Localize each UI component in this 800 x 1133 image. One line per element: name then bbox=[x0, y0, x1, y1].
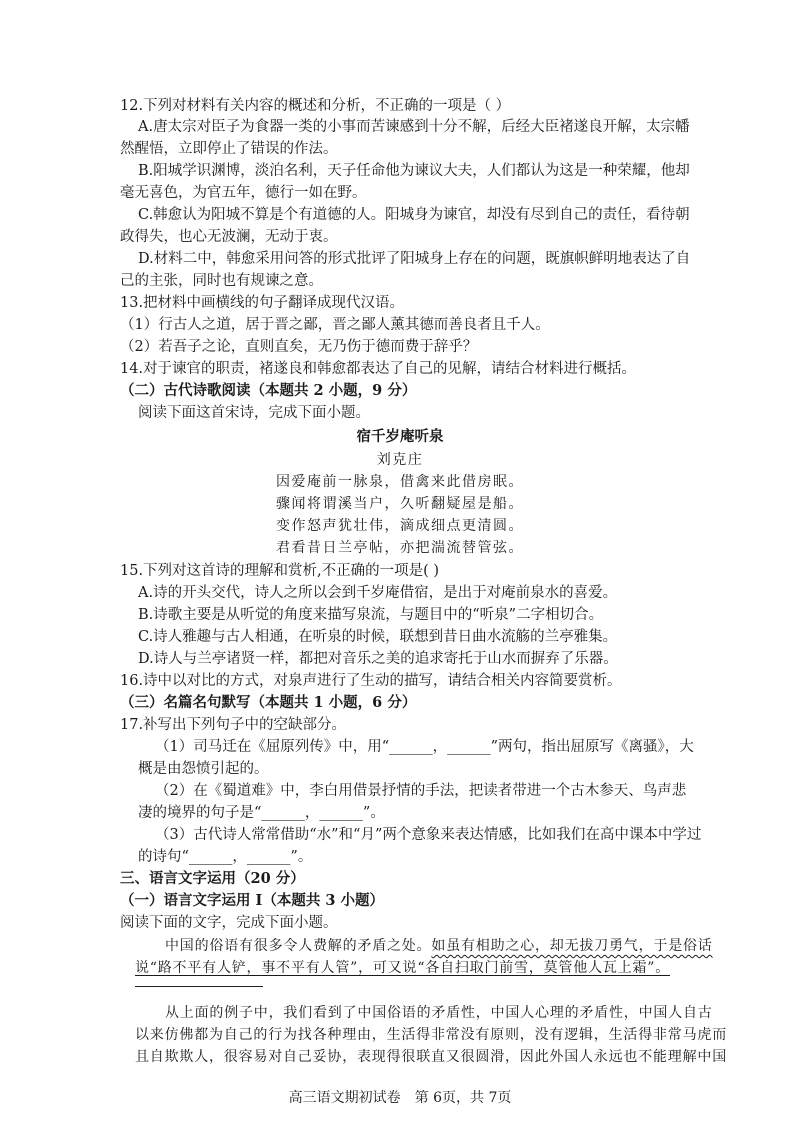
passage-line-2: 说“路不平有人铲，事不平有人管”，可又说“各自扫取门前雪，莫管他人瓦上霜”。 bbox=[135, 960, 671, 976]
poem-author: 刘克庄 bbox=[376, 452, 424, 468]
question-17-2: （2）在《蜀道难》中，李白用借景抒情的手法，把读者带进一个古木参天、鸟声悲 bbox=[155, 783, 687, 799]
option-12c-cont: 政得失，也心无波澜，无动于衷。 bbox=[120, 229, 338, 245]
question-17: 17.补写出下列句子中的空缺部分。 bbox=[120, 717, 347, 733]
question-15: 15.下列对这首诗的理解和赏析,不正确的一项是( ) bbox=[120, 563, 440, 579]
option-15c: C.诗人雅趣与古人相通，在听泉的时候，联想到昔日曲水流觞的兰亭雅集。 bbox=[138, 629, 618, 645]
option-15a: A.诗的开头交代，诗人之所以会到千岁庵借宿，是出于对庵前泉水的喜爱。 bbox=[138, 585, 618, 601]
option-15b: B.诗歌主要是从听觉的角度来描写泉流，与题目中的“听泉”二字相切合。 bbox=[138, 607, 604, 623]
option-12d: D.材料二中，韩愈采用问答的形式批评了阳城身上存在的问题，既旗帜鲜明地表达了自 bbox=[138, 251, 691, 267]
option-12d-cont: 己的主张，同时也有规谏之意。 bbox=[120, 273, 323, 289]
option-15d: D.诗人与兰亭诸贤一样，都把对音乐之美的追求寄托于山水而摒弃了乐器。 bbox=[138, 651, 618, 667]
fill-blank-line bbox=[135, 986, 263, 987]
option-12b-cont: 毫无喜色，为官五年，德行一如在野。 bbox=[120, 185, 367, 201]
question-17-3-cont: 的诗句“______，______”。 bbox=[138, 849, 313, 865]
poem-line-3: 变作怒声犹壮伟，滴成细点更清圆。 bbox=[276, 518, 524, 534]
question-13-2: （2）若吾子之论，直则直矣，无乃伤于德而费于辞乎？ bbox=[120, 339, 478, 355]
part-3-intro: 阅读下面的文字，完成下面小题。 bbox=[120, 915, 338, 931]
part-3-1-heading: （一）语言文字运用 Ⅰ（本题共 3 小题） bbox=[120, 892, 385, 909]
poem-title: 宿千岁庵听泉 bbox=[356, 428, 444, 445]
poem-line-1: 因爱庵前一脉泉，借禽来此借房眠。 bbox=[276, 474, 524, 490]
question-17-2-cont: 凄的境界的句子是“______，______”。 bbox=[138, 805, 385, 821]
section-2-intro: 阅读下面这首宋诗，完成下面小题。 bbox=[138, 405, 370, 421]
question-13: 13.把材料中画横线的句子翻译成现代汉语。 bbox=[120, 295, 405, 311]
section-3-heading: （三）名篇名句默写（本题共 1 小题，6 分） bbox=[120, 694, 417, 711]
passage-paragraph-2-line-3: 且自欺欺人，很容易对自己妥协，表现得很联直又很圆滑，因此外国人永远也不能理解中国 bbox=[135, 1049, 727, 1065]
part-3-heading: 三、语言文字运用（20 分） bbox=[120, 870, 305, 887]
option-12c: C.韩愈认为阳城不算是个有道德的人。阳城身为谏官，却没有尽到自己的责任，看待朝 bbox=[138, 207, 690, 223]
question-14: 14.对于谏官的职责，褚遂良和韩愈都表达了自己的见解，请结合材料进行概括。 bbox=[120, 361, 637, 377]
section-2-heading: （二）古代诗歌阅读（本题共 2 小题，9 分） bbox=[120, 382, 417, 399]
passage-line-1 bbox=[165, 936, 713, 956]
passage-paragraph-2-line-1: 从上面的例子中，我们看到了中国俗语的矛盾性，中国人心理的矛盾性，中国人自古 bbox=[165, 1005, 713, 1021]
option-12a: A.唐太宗对臣子为食器一类的小事而苦谏感到十分不解，后经大臣褚遂良开解，太宗幡 bbox=[138, 119, 690, 135]
option-12a-cont: 然醒悟，立即停止了错误的作法。 bbox=[120, 141, 338, 157]
question-13-1: （1）行古人之道，居于晋之鄙，晋之鄙人薰其德而善良者且千人。 bbox=[120, 317, 550, 333]
question-17-1-cont: 概是由怨愤引起的。 bbox=[138, 761, 269, 777]
question-17-1: （1）司马迁在《屈原列传》中，用“______，______”两句，指出屈原写《离骚》，大 bbox=[155, 739, 694, 755]
option-12b: B.阳城学识渊博，淡泊名利，天子任命他为谏议大夫，人们都认为这是一种荣耀，他却 bbox=[138, 163, 690, 179]
poem-line-4: 君看昔日兰亭帖，亦把湍流替管弦。 bbox=[276, 540, 524, 556]
page-footer: 高三语文期初试卷 第 6页，共 7页 bbox=[288, 1090, 512, 1106]
question-12: 12.下列对材料有关内容的概述和分析，不正确的一项是（ ） bbox=[120, 98, 511, 114]
question-16: 16.诗中以对比的方式，对泉声进行了生动的描写，请结合相关内容简要赏析。 bbox=[120, 673, 622, 689]
passage-line-1-plain: 中国的俗语有很多令人费解的矛盾之处。 bbox=[165, 938, 432, 954]
passage-paragraph-2-line-2: 以来仿佛都为自己的行为找各种理由，生活得非常没有原则，没有逻辑，生活得非常马虎而 bbox=[135, 1027, 727, 1043]
question-17-3: （3）古代诗人常常借助“水”和“月”两个意象来表达情感，比如我们在高中课本中学过 bbox=[155, 827, 702, 843]
passage-line-1-wavy: 如虽有相助之心，却无拔刀勇气，于是俗话 bbox=[431, 938, 713, 954]
poem-line-2: 骤闻将谓溪当户，久听翻疑屋是船。 bbox=[276, 496, 524, 512]
